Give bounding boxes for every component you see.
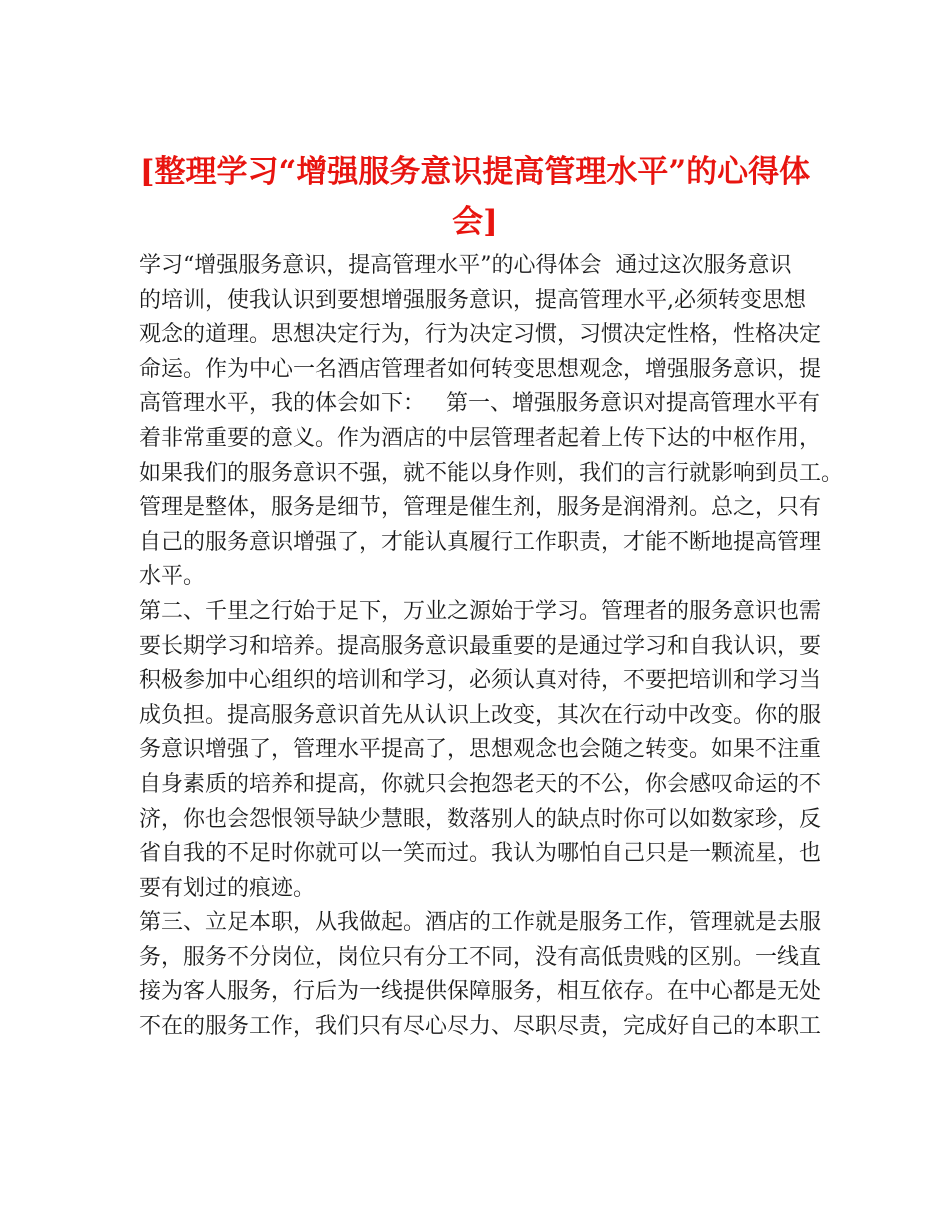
body-line: 如果我们的服务意识不强，就不能以身作则，我们的言行就影响到员工。 bbox=[139, 460, 844, 486]
body-line: 的培训，使我认识到要想增强服务意识，提高管理水平,必须转变思想 bbox=[139, 287, 806, 313]
body-line: 不在的服务工作，我们只有尽心尽力、尽职尽责，完成好自己的本职工 bbox=[139, 1014, 822, 1040]
title-line: [整理学习“增强服务意识提高管理水平”的心得体 bbox=[139, 153, 811, 190]
body-line: 管理是整体，服务是细节，管理是催生剂，服务是润滑剂。总之，只有 bbox=[139, 495, 822, 521]
body-line: 积极参加中心组织的培训和学习，必须认真对待，不要把培训和学习当 bbox=[139, 668, 822, 694]
body-line: 观念的道理。思想决定行为，行为决定习惯，习惯决定性格，性格决定 bbox=[139, 322, 822, 348]
title-line: 会] bbox=[452, 203, 498, 240]
body-line: 水平。 bbox=[139, 564, 206, 590]
body-line: 自己的服务意识增强了，才能认真履行工作职责，才能不断地提高管理 bbox=[139, 529, 822, 555]
body-line: 第二、千里之行始于足下，万业之源始于学习。管理者的服务意识也需 bbox=[139, 598, 822, 624]
body-line: 省自我的不足时你就可以一笑而过。我认为哪怕自己只是一颗流星，也 bbox=[139, 841, 822, 867]
body-line: 学习“增强服务意识，提高管理水平”的心得体会 通过这次服务意识 bbox=[139, 253, 792, 278]
document-body bbox=[139, 249, 844, 1045]
document-title bbox=[0, 147, 950, 247]
body-line: 济，你也会怨恨领导缺少慧眼，数落别人的缺点时你可以如数家珍，反 bbox=[139, 806, 822, 832]
body-line: 着非常重要的意义。作为酒店的中层管理者起着上传下达的中枢作用， bbox=[139, 425, 822, 451]
body-line: 自身素质的培养和提高，你就只会抱怨老天的不公，你会感叹命运的不 bbox=[139, 771, 822, 797]
body-line: 要有划过的痕迹。 bbox=[139, 875, 316, 901]
body-line: 第三、立足本职，从我做起。酒店的工作就是服务工作，管理就是去服 bbox=[139, 910, 822, 936]
body-line: 接为客人服务，行后为一线提供保障服务，相互依存。在中心都是无处 bbox=[139, 979, 822, 1005]
body-line: 命运。作为中心一名酒店管理者如何转变思想观念，增强服务意识，提 bbox=[139, 356, 822, 382]
body-line: 务意识增强了，管理水平提高了，思想观念也会随之转变。如果不注重 bbox=[139, 737, 822, 763]
body-line: 要长期学习和培养。提高服务意识最重要的是通过学习和自我认识，要 bbox=[139, 633, 822, 659]
body-line: 成负担。提高服务意识首先从认识上改变，其次在行动中改变。你的服 bbox=[139, 702, 822, 728]
body-line: 务，服务不分岗位，岗位只有分工不同，没有高低贵贱的区别。一线直 bbox=[139, 944, 822, 970]
body-line: 高管理水平，我的体会如下： 第一、增强服务意识对提高管理水平有 bbox=[139, 391, 820, 417]
